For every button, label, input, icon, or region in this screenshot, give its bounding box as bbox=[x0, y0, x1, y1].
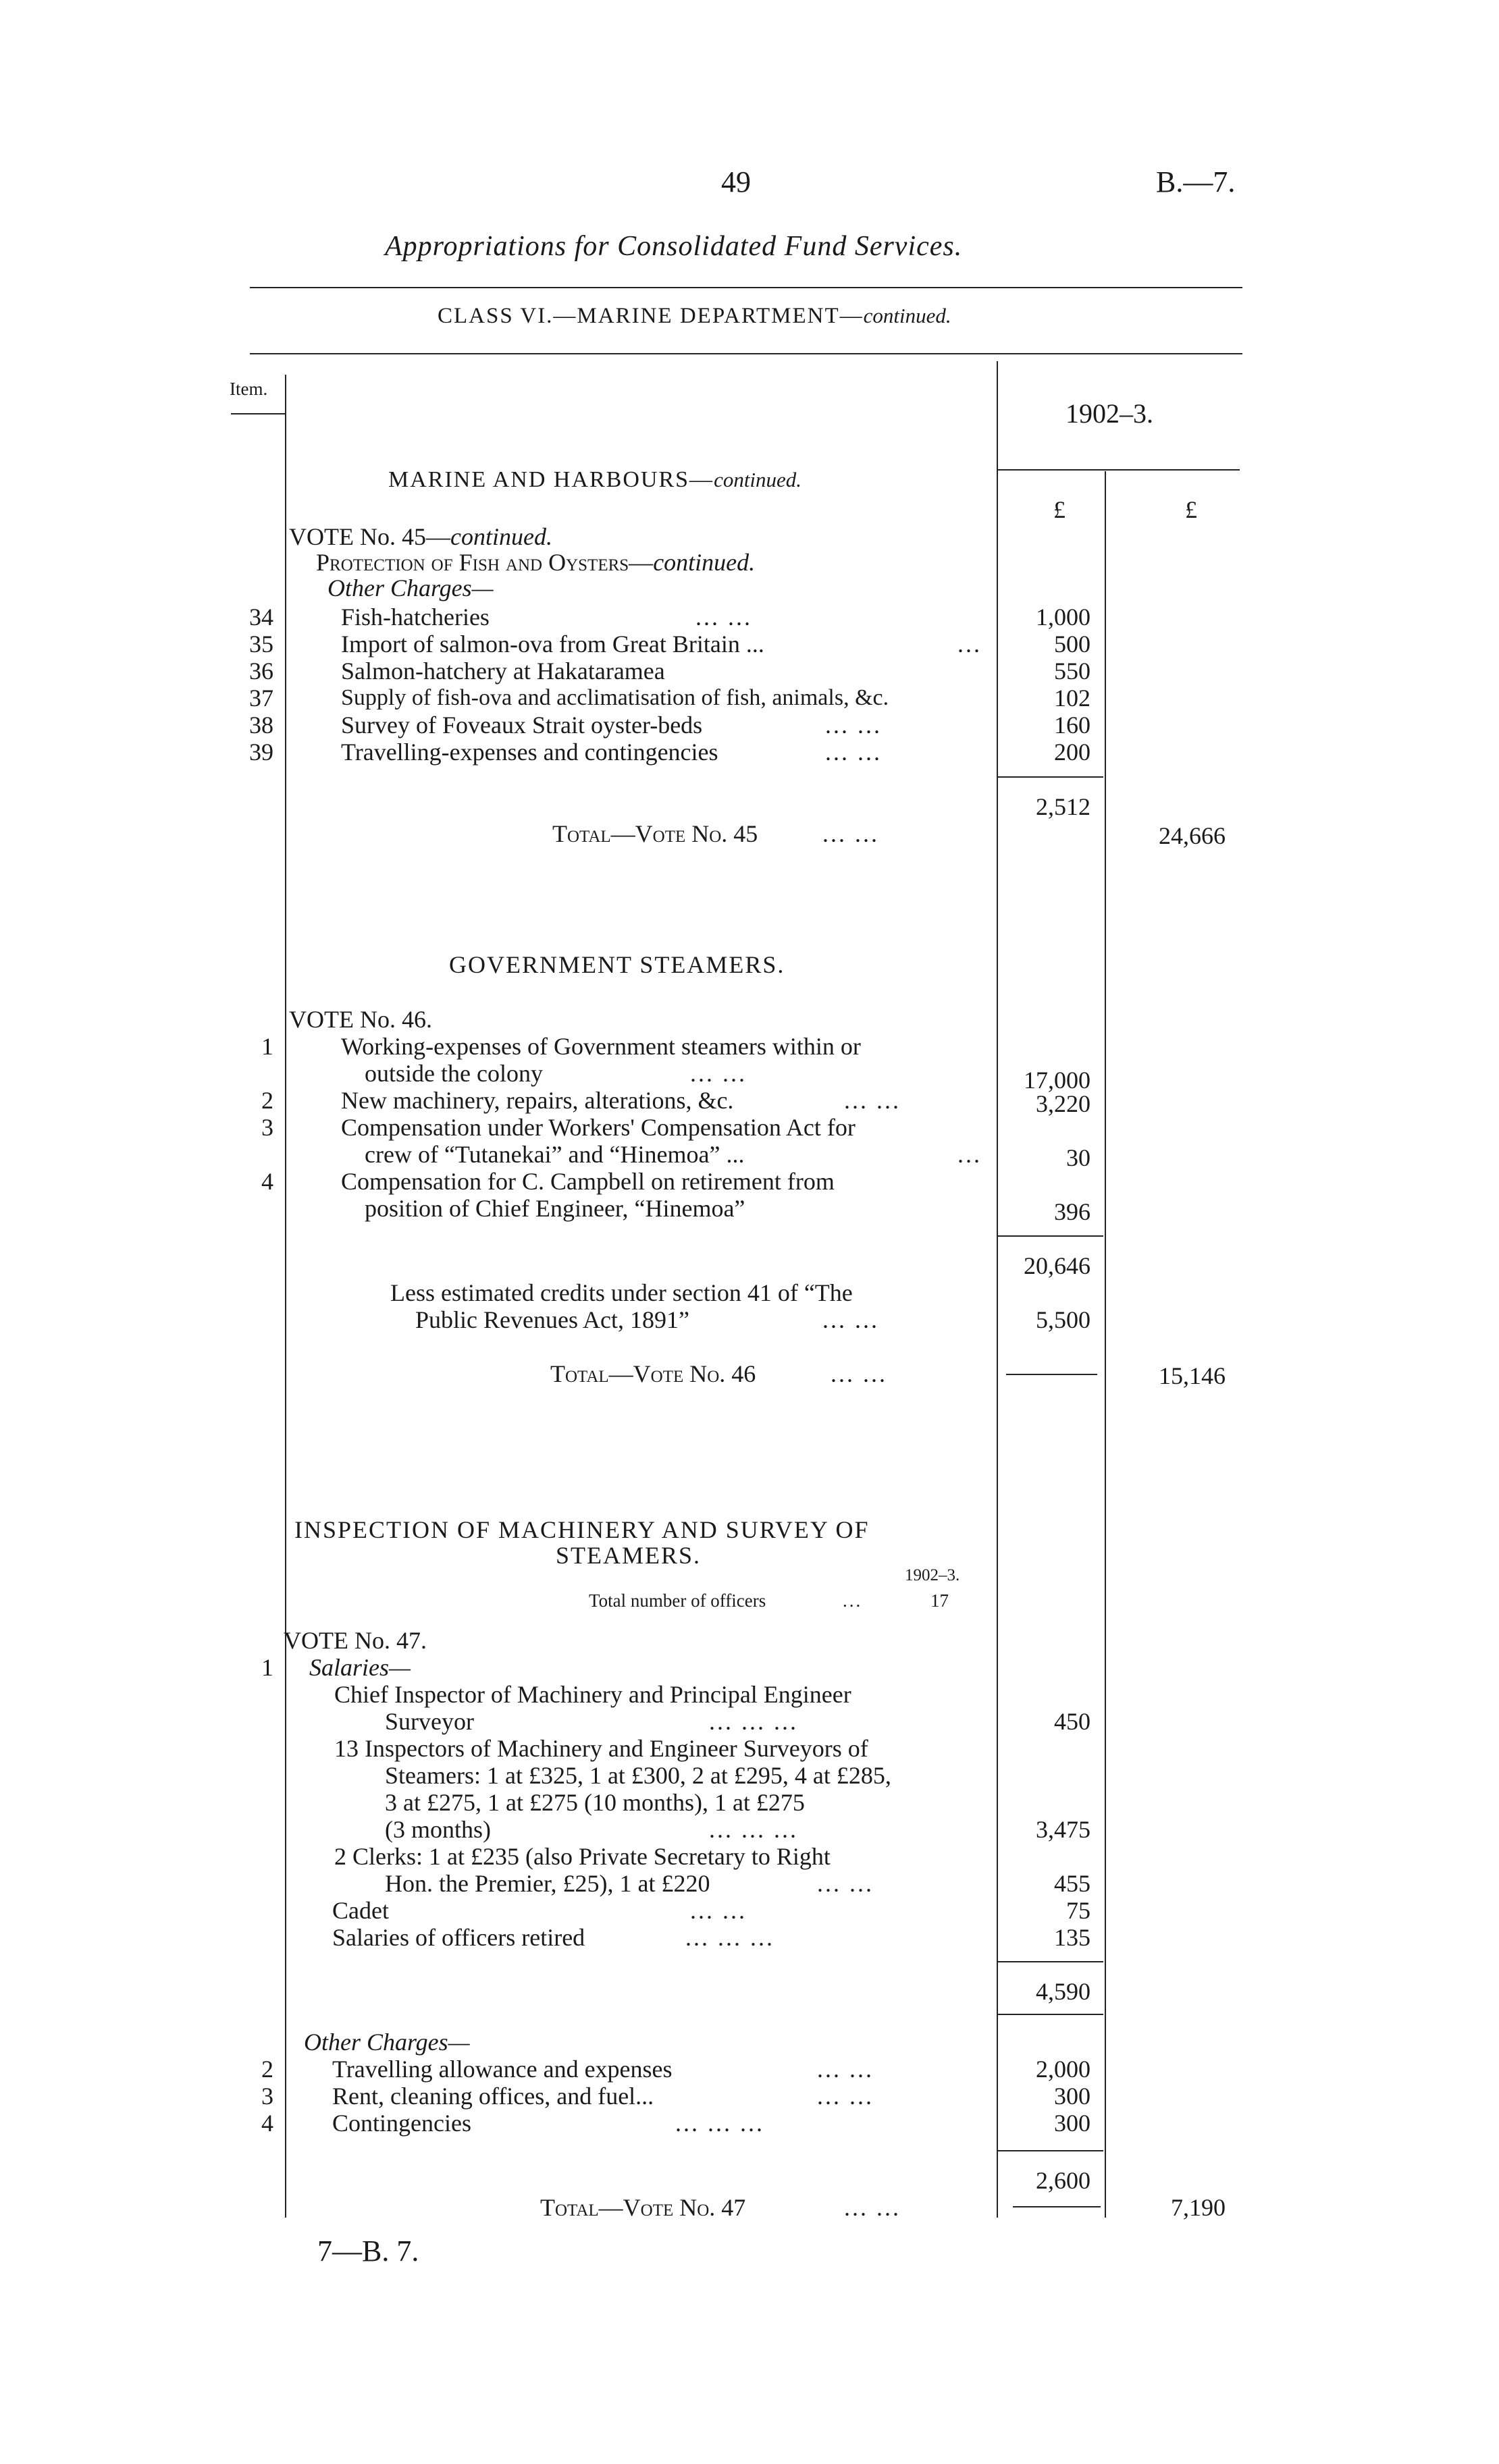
item-number: 4 bbox=[261, 1168, 273, 1195]
officers-year-header: 1902–3. bbox=[905, 1566, 960, 1584]
less-credits-line2: Public Revenues Act, 1891” bbox=[415, 1306, 689, 1333]
year-header-rule bbox=[997, 469, 1240, 471]
officers-count: 17 bbox=[930, 1590, 949, 1611]
leader-dots: ... ... bbox=[817, 1870, 874, 1897]
salaries-label: Salaries— bbox=[309, 1654, 411, 1681]
vote-45-continued: continued. bbox=[450, 523, 552, 550]
item-number: 2 bbox=[261, 1087, 273, 1114]
line-description: Compensation for C. Campbell on retirement from bbox=[341, 1168, 835, 1195]
vote-46-subtotal: 20,646 bbox=[1024, 1252, 1090, 1279]
line-description-continued: outside the colony bbox=[365, 1060, 543, 1087]
line-amount: 2,000 bbox=[1036, 2056, 1090, 2083]
subtotal-rule bbox=[998, 776, 1103, 778]
item-number: 39 bbox=[249, 739, 273, 766]
vote-45-subtotal: 2,512 bbox=[1036, 793, 1090, 820]
line-amount: 102 bbox=[1054, 685, 1090, 712]
line-description: Working-expenses of Government steamers within or bbox=[341, 1033, 861, 1060]
line-description: Travelling-expenses and contingencies bbox=[341, 739, 718, 766]
line-amount: 3,220 bbox=[1036, 1090, 1090, 1117]
salary-description-continued: Steamers: 1 at £325, 1 at £300, 2 at £295, 4 at £285, bbox=[385, 1762, 891, 1789]
salary-amount: 135 bbox=[1054, 1924, 1090, 1951]
line-amount: 200 bbox=[1054, 739, 1090, 766]
line-description: New machinery, repairs, alterations, &c. bbox=[341, 1087, 734, 1114]
line-description: Import of salmon-ova from Great Britain ... bbox=[341, 631, 764, 658]
item-number: 36 bbox=[249, 658, 273, 685]
line-amount: 1,000 bbox=[1036, 604, 1090, 631]
salary-amount: 455 bbox=[1054, 1870, 1090, 1897]
total-rule bbox=[1006, 1374, 1097, 1375]
vote-47-total-label: Total—Vote No. 47 bbox=[540, 2194, 746, 2221]
leader-dots: ... ... bbox=[695, 604, 752, 631]
year-column-header: 1902–3. bbox=[1066, 398, 1153, 429]
line-description-continued: crew of “Tutanekai” and “Hinemoa” ... bbox=[365, 1141, 745, 1168]
page-title: Appropriations for Consolidated Fund Services. bbox=[385, 231, 963, 262]
line-description-continued: position of Chief Engineer, “Hinemoa” bbox=[365, 1195, 745, 1222]
signature-mark: 7—B. 7. bbox=[317, 2234, 419, 2268]
marine-heading-continued: continued. bbox=[714, 468, 802, 491]
vote-46-label: VOTE No. 46. bbox=[289, 1006, 432, 1033]
line-description: Rent, cleaning offices, and fuel... bbox=[332, 2083, 654, 2110]
subtotal-rule bbox=[998, 2150, 1103, 2151]
item-number: 34 bbox=[249, 604, 273, 631]
leader-dots: ... bbox=[957, 1141, 982, 1168]
inspection-heading-line1: INSPECTION OF MACHINERY AND SURVEY OF bbox=[294, 1516, 870, 1543]
salary-description-continued: Hon. the Premier, £25), 1 at £220 bbox=[385, 1870, 710, 1897]
marine-heading-main: MARINE AND HARBOURS— bbox=[388, 467, 714, 492]
item-number: 4 bbox=[261, 2110, 273, 2137]
class-heading-main: CLASS VI.—MARINE DEPARTMENT— bbox=[438, 304, 864, 328]
item-number: 38 bbox=[249, 712, 273, 739]
salary-amount: 75 bbox=[1066, 1897, 1090, 1924]
item-number: 3 bbox=[261, 1114, 273, 1141]
leader-dots: ... ... bbox=[822, 820, 879, 847]
salaries-subtotal: 4,590 bbox=[1036, 1978, 1090, 2005]
pound-sign-subtotal-column: £ bbox=[1053, 496, 1066, 523]
salary-description-continued: 3 at £275, 1 at £275 (10 months), 1 at £275 bbox=[385, 1789, 805, 1816]
line-amount: 300 bbox=[1054, 2110, 1090, 2137]
vote-46-total-label: Total—Vote No. 46 bbox=[550, 1360, 756, 1387]
line-amount: 17,000 bbox=[1024, 1067, 1090, 1094]
line-description: Survey of Foveaux Strait oyster-beds bbox=[341, 712, 703, 739]
vote-45-total-label: Total—Vote No. 45 bbox=[552, 820, 758, 847]
salary-description: Salaries of officers retired bbox=[332, 1924, 585, 1951]
line-amount: 550 bbox=[1054, 658, 1090, 685]
officers-label: Total number of officers bbox=[589, 1590, 766, 1611]
line-description: Compensation under Workers' Compensation Act for bbox=[341, 1114, 856, 1141]
title-rule bbox=[250, 287, 1242, 288]
leader-dots: ... ... ... bbox=[675, 2110, 764, 2137]
salary-description: 13 Inspectors of Machinery and Engineer Surveyors of bbox=[334, 1735, 868, 1762]
less-credits-amount: 5,500 bbox=[1036, 1306, 1090, 1333]
vote-47-label: VOTE No. 47. bbox=[284, 1627, 427, 1654]
line-description: Supply of fish-ova and acclimatisation of fish, animals, &c. bbox=[341, 685, 889, 710]
total-rule bbox=[1013, 2206, 1101, 2207]
leader-dots: ... ... bbox=[825, 712, 882, 739]
salary-description: 2 Clerks: 1 at £235 (also Private Secretary to Right bbox=[334, 1843, 831, 1870]
leader-dots: ... ... bbox=[831, 1360, 887, 1387]
line-description: Fish-hatcheries bbox=[341, 604, 490, 631]
item-number: 35 bbox=[249, 631, 273, 658]
vote-46-total: 15,146 bbox=[1159, 1362, 1226, 1389]
leader-dots: ... bbox=[843, 1590, 863, 1611]
line-description: Salmon-hatchery at Hakataramea bbox=[341, 658, 665, 685]
other-subtotal: 2,600 bbox=[1036, 2167, 1090, 2194]
leader-dots: ... bbox=[957, 631, 982, 658]
salary-amount: 3,475 bbox=[1036, 1816, 1090, 1843]
leader-dots: ... ... ... bbox=[709, 1708, 798, 1735]
inspection-heading-line2: STEAMERS. bbox=[556, 1542, 702, 1569]
line-amount: 396 bbox=[1054, 1198, 1090, 1225]
subtotal-column-right-divider bbox=[1105, 471, 1106, 2218]
item-number: 37 bbox=[249, 685, 273, 712]
leader-dots: ... ... bbox=[817, 2083, 874, 2110]
leader-dots: ... ... bbox=[690, 1897, 747, 1924]
salary-description: Chief Inspector of Machinery and Principal Engineer bbox=[334, 1681, 851, 1708]
item-column-divider bbox=[285, 375, 286, 2218]
leader-dots: ... ... bbox=[690, 1060, 747, 1087]
item-number: 1 bbox=[261, 1033, 273, 1060]
subtotal-rule bbox=[998, 1235, 1103, 1237]
leader-dots: ... ... bbox=[844, 2194, 901, 2221]
line-amount: 500 bbox=[1054, 631, 1090, 658]
leader-dots: ... ... ... bbox=[685, 1924, 774, 1951]
leader-dots: ... ... bbox=[844, 1087, 901, 1114]
leader-dots: ... ... ... bbox=[709, 1816, 798, 1843]
page-number: 49 bbox=[721, 165, 751, 198]
pound-sign-total-column: £ bbox=[1185, 496, 1197, 523]
leader-dots: ... ... bbox=[825, 739, 882, 766]
line-amount: 300 bbox=[1054, 2083, 1090, 2110]
marine-heading bbox=[388, 467, 801, 493]
line-description: Contingencies bbox=[332, 2110, 471, 2137]
vote-47-total: 7,190 bbox=[1171, 2194, 1226, 2221]
protection-main: Protection of Fish and Oysters— bbox=[316, 549, 654, 576]
class-heading bbox=[438, 304, 951, 329]
class-rule bbox=[250, 353, 1242, 354]
leader-dots: ... ... bbox=[817, 2056, 874, 2083]
item-number: 3 bbox=[261, 2083, 273, 2110]
document-reference: B.—7. bbox=[1156, 165, 1236, 198]
line-amount: 160 bbox=[1054, 712, 1090, 739]
vote-45-label bbox=[289, 523, 552, 550]
leader-dots: ... ... bbox=[822, 1306, 879, 1333]
salary-description: Cadet bbox=[332, 1897, 389, 1924]
subtotal-rule bbox=[998, 2014, 1103, 2015]
less-credits-line1: Less estimated credits under section 41 of “The bbox=[390, 1279, 853, 1306]
steamers-heading: GOVERNMENT STEAMERS. bbox=[449, 951, 785, 978]
item-number: 1 bbox=[261, 1654, 273, 1681]
item-number: 2 bbox=[261, 2056, 273, 2083]
salary-amount: 450 bbox=[1054, 1708, 1090, 1735]
subtotal-column-left-divider bbox=[997, 361, 998, 2218]
vote-45-total: 24,666 bbox=[1159, 822, 1226, 849]
protection-continued: continued. bbox=[653, 549, 756, 576]
vote-45-main: VOTE No. 45— bbox=[289, 523, 450, 550]
item-header-rule bbox=[231, 413, 285, 414]
other-charges-label: Other Charges— bbox=[327, 574, 494, 601]
subtotal-rule bbox=[998, 1961, 1103, 1962]
protection-subheading bbox=[316, 549, 755, 576]
salary-description-continued: (3 months) bbox=[385, 1816, 491, 1843]
other-charges-label: Other Charges— bbox=[304, 2029, 470, 2056]
item-column-header: Item. bbox=[230, 379, 268, 399]
line-description: Travelling allowance and expenses bbox=[332, 2056, 673, 2083]
line-amount: 30 bbox=[1066, 1144, 1090, 1171]
salary-description-continued: Surveyor bbox=[385, 1708, 474, 1735]
class-heading-continued: continued. bbox=[863, 304, 951, 327]
